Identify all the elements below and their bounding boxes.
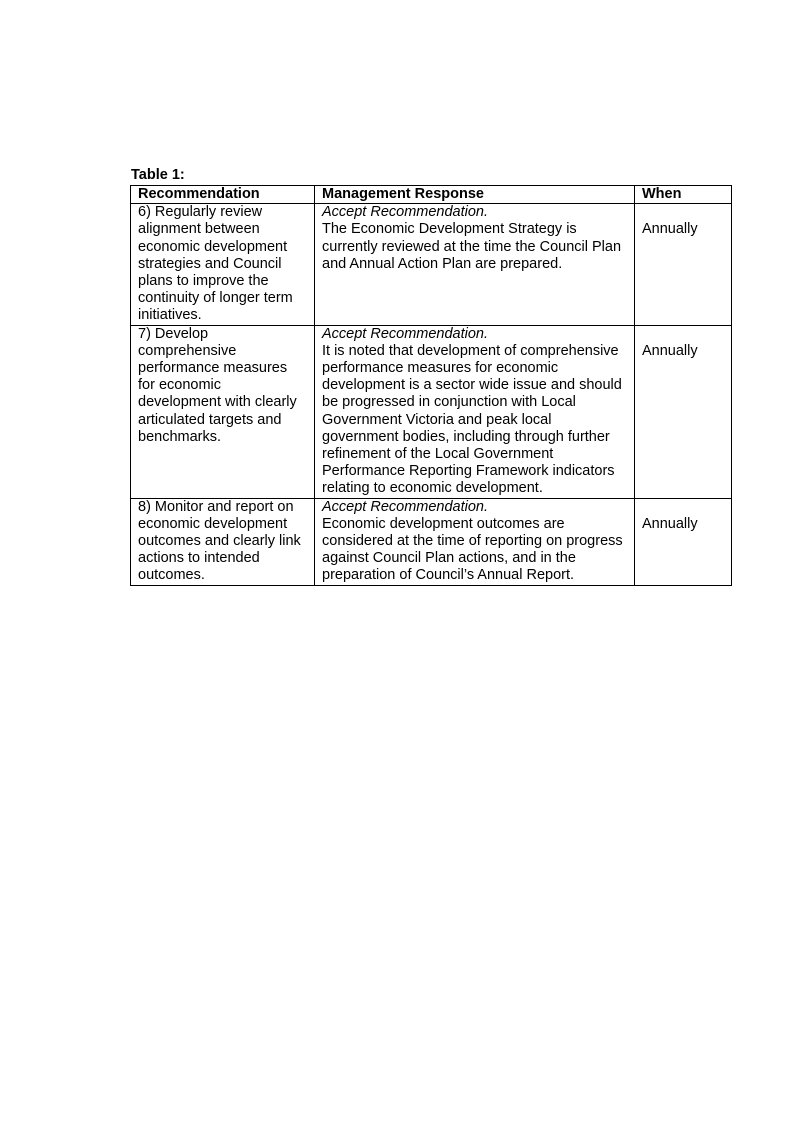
when-text: Annually	[642, 221, 698, 238]
when-text: Annually	[642, 342, 698, 359]
header-management-response: Management Response	[315, 186, 635, 204]
response-text: It is noted that development of comprehensive performance measures for economic development is a sector wide issue and should be progressed in conjunction with Local Government Victoria and peak local government bodies, including through further refinement of the Local Government Performance Reporting Framework indicators relating to economic development.	[322, 342, 622, 497]
header-recommendation: Recommendation	[131, 186, 315, 204]
management-response-table	[130, 185, 732, 586]
response-cell	[315, 204, 635, 325]
when-cell	[635, 498, 732, 585]
recommendation-cell: 7) Develop comprehensive performance measures for economic development with clearly articulated targets and benchmarks.	[131, 325, 315, 498]
table-row	[131, 204, 732, 325]
when-cell	[635, 204, 732, 325]
table-row	[131, 498, 732, 585]
recommendation-cell: 6) Regularly review alignment between economic development strategies and Council plans to improve the continuity of longer term initiatives.	[131, 204, 315, 325]
response-text: Economic development outcomes are considered at the time of reporting on progress against Council Plan actions, and in the preparation of Council’s Annual Report.	[322, 515, 623, 584]
accept-label: Accept Recommendation.	[322, 204, 489, 221]
accept-label: Accept Recommendation.	[322, 498, 489, 515]
table-header-row	[131, 186, 732, 204]
header-when: When	[635, 186, 732, 204]
recommendation-cell: 8) Monitor and report on economic development outcomes and clearly link actions to intended outcomes.	[131, 498, 315, 585]
response-cell	[315, 498, 635, 585]
table-row	[131, 325, 732, 498]
response-text: The Economic Development Strategy is currently reviewed at the time the Council Plan and Annual Action Plan are prepared.	[322, 221, 622, 272]
when-cell	[635, 325, 732, 498]
when-text: Annually	[642, 515, 698, 532]
response-cell	[315, 325, 635, 498]
accept-label: Accept Recommendation.	[322, 325, 489, 342]
table-caption: Table 1:	[131, 167, 185, 183]
